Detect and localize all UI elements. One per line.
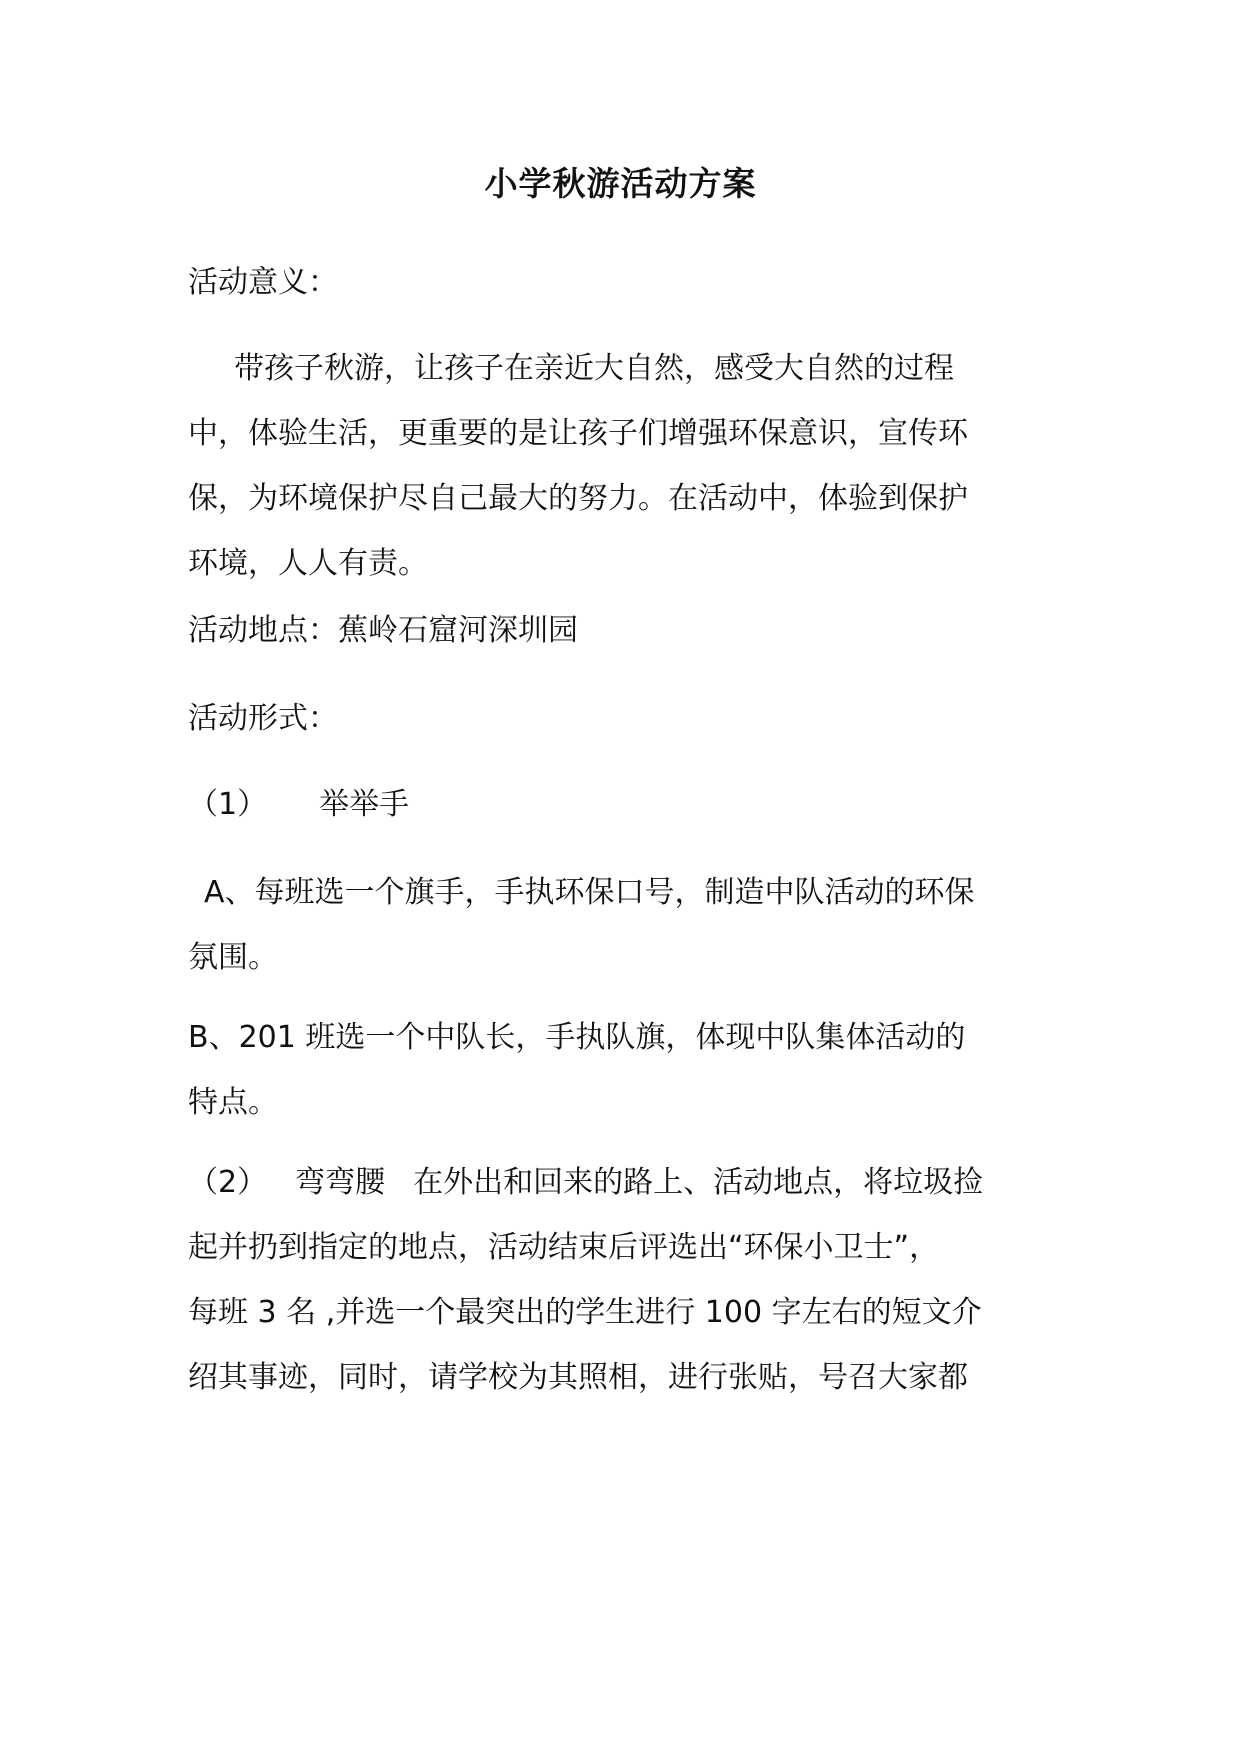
item-2-paragraph [188, 1150, 1068, 1410]
item-1-a-line-2: 氛围。 [188, 940, 278, 975]
item-1-line [188, 772, 1068, 837]
item-1-b-paragraph [188, 1005, 1068, 1135]
location-paragraph [188, 598, 1068, 663]
item-1-a-line-1: A、每班选一个旗手，手执环保口号，制造中队活动的环保 [204, 875, 975, 910]
item-2-line-4: 绍其事迹，同时，请学校为其照相，进行张贴，号召大家都 [188, 1360, 968, 1395]
item-1-heading [188, 772, 1068, 837]
item-1-b-line-2: 特点。 [188, 1085, 278, 1120]
meaning-line-3: 保，为环境保护尽自己最大的努力。在活动中，体验到保护 [188, 481, 968, 516]
form-heading [188, 686, 1068, 751]
item-1-number: （1） [188, 787, 268, 822]
item-1-a-paragraph [188, 860, 1068, 990]
item-1-b-line-1: B、201 班选一个中队长，手执队旗，体现中队集体活动的 [188, 1020, 966, 1055]
location-text: 活动地点：蕉岭石窟河深圳园 [188, 613, 578, 648]
item-2-text-1: 在外出和回来的路上、活动地点，将垃圾捡 [413, 1165, 984, 1200]
meaning-line-1: 带孩子秋游，让孩子在亲近大自然，感受大自然的过程 [234, 351, 954, 386]
meaning-heading [188, 250, 1068, 315]
meaning-line-2: 中，体验生活，更重要的是让孩子们增强环保意识，宣传环 [188, 416, 968, 451]
item-2-number: （2） [188, 1165, 268, 1200]
document-title: 小学秋游活动方案 [484, 164, 757, 203]
item-2-line-2: 起并扔到指定的地点，活动结束后评选出“环保小卫士”， [188, 1230, 940, 1265]
item-2-line-3: 每班 3 名 ,并选一个最突出的学生进行 100 字左右的短文介 [188, 1295, 982, 1330]
meaning-heading-text: 活动意义： [188, 265, 338, 300]
meaning-line-4: 环境，人人有责。 [188, 546, 428, 581]
meaning-paragraph [188, 336, 1068, 596]
form-heading-text: 活动形式： [188, 701, 338, 736]
item-2-label: 弯弯腰 [295, 1165, 386, 1200]
item-2-line-1 [188, 1150, 1068, 1215]
item-1-label: 举举手 [319, 787, 410, 822]
